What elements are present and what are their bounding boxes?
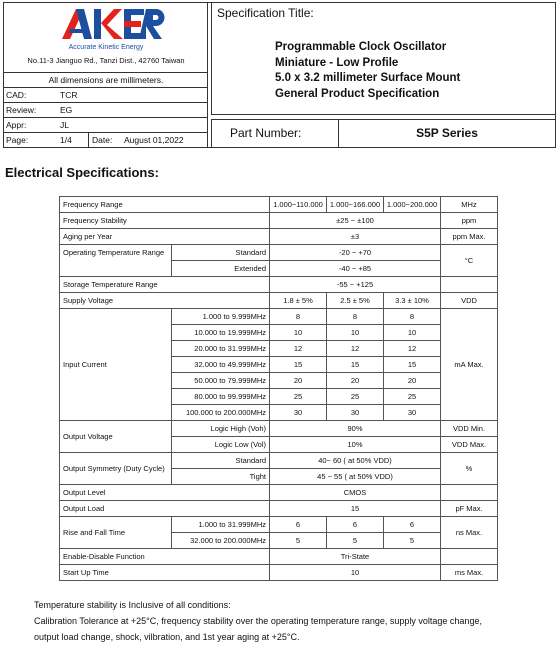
cad-row bbox=[4, 87, 208, 102]
company-logo-area bbox=[4, 3, 208, 72]
unit-cell: VDD bbox=[441, 293, 498, 309]
note-line: output load change, shock, vilbration, and 1st year aging at +25°C. bbox=[34, 632, 300, 642]
table-row bbox=[60, 213, 498, 229]
table-cell: 6 bbox=[327, 517, 384, 533]
electrical-spec-table bbox=[59, 196, 498, 581]
spec-title-line: General Product Specification bbox=[275, 87, 440, 100]
table-cell: 20 bbox=[270, 373, 327, 389]
review-label: Review: bbox=[6, 105, 37, 115]
freq-range-label: 100.000 to 200.000MHz bbox=[172, 405, 270, 421]
table-cell: 20 bbox=[327, 373, 384, 389]
table-cell: 10 bbox=[270, 325, 327, 341]
table-row bbox=[60, 197, 498, 213]
appr-row bbox=[4, 117, 208, 132]
table-row bbox=[60, 277, 498, 293]
date-value: August 01,2022 bbox=[124, 135, 184, 145]
param-label: Operating Temperature Range bbox=[60, 245, 172, 277]
table-cell: 5 bbox=[270, 533, 327, 549]
unit-cell: ms Max. bbox=[441, 565, 498, 581]
condition-label: Standard bbox=[172, 453, 270, 469]
table-row bbox=[60, 293, 498, 309]
param-label: Frequency Stability bbox=[60, 213, 270, 229]
spec-title-label: Specification Title: bbox=[217, 6, 314, 20]
unit-cell: ppm Max. bbox=[441, 229, 498, 245]
part-number-value: S5P Series bbox=[416, 126, 478, 140]
condition-label: Logic High (Voh) bbox=[172, 421, 270, 437]
table-cell: 10 bbox=[270, 565, 441, 581]
freq-range-label: 32.000 to 200.000MHz bbox=[172, 533, 270, 549]
spec-title-box bbox=[211, 3, 555, 115]
document-header bbox=[3, 2, 556, 148]
param-label: Output Voltage bbox=[60, 421, 172, 453]
header-info-block bbox=[4, 3, 208, 147]
table-row bbox=[60, 501, 498, 517]
table-row bbox=[60, 565, 498, 581]
condition-label: Standard bbox=[172, 245, 270, 261]
table-cell: 45 ~ 55 ( at 50% VDD) bbox=[270, 469, 441, 485]
table-cell: 10% bbox=[270, 437, 441, 453]
review-value: EG bbox=[60, 105, 73, 115]
stability-notes bbox=[34, 597, 482, 645]
table-cell: 6 bbox=[384, 517, 441, 533]
table-cell: 12 bbox=[327, 341, 384, 357]
unit-cell bbox=[441, 549, 498, 565]
table-cell: -20 ~ +70 bbox=[270, 245, 441, 261]
unit-cell bbox=[441, 485, 498, 501]
table-cell: 90% bbox=[270, 421, 441, 437]
table-cell: 8 bbox=[384, 309, 441, 325]
table-cell: 3.3 ± 10% bbox=[384, 293, 441, 309]
param-label: Enable-Disable Function bbox=[60, 549, 270, 565]
param-label: Supply Voltage bbox=[60, 293, 270, 309]
table-cell: 2.5 ± 5% bbox=[327, 293, 384, 309]
table-cell: Tri-State bbox=[270, 549, 441, 565]
unit-cell: °C bbox=[441, 245, 498, 277]
table-row bbox=[60, 453, 498, 469]
table-cell: 5 bbox=[384, 533, 441, 549]
unit-cell: % bbox=[441, 453, 498, 485]
table-cell: 1.000~200.000 bbox=[384, 197, 441, 213]
unit-cell: VDD Max. bbox=[441, 437, 498, 453]
table-cell: 30 bbox=[270, 405, 327, 421]
table-row bbox=[60, 517, 498, 533]
table-cell: 15 bbox=[270, 357, 327, 373]
table-cell: 20 bbox=[384, 373, 441, 389]
review-row bbox=[4, 102, 208, 117]
table-cell: 12 bbox=[384, 341, 441, 357]
unit-cell: MHz bbox=[441, 197, 498, 213]
freq-range-label: 10.000 to 19.999MHz bbox=[172, 325, 270, 341]
note-line: Temperature stability is Inclusive of all conditions: bbox=[34, 600, 231, 610]
table-cell: 25 bbox=[327, 389, 384, 405]
param-label: Output Symmetry (Duty Cycle) bbox=[60, 453, 172, 485]
table-cell: 15 bbox=[327, 357, 384, 373]
table-cell: ±25 ~ ±100 bbox=[270, 213, 441, 229]
part-number-box bbox=[211, 119, 555, 147]
table-cell: 10 bbox=[384, 325, 441, 341]
freq-range-label: 20.000 to 31.999MHz bbox=[172, 341, 270, 357]
table-row bbox=[60, 229, 498, 245]
table-cell: 15 bbox=[270, 501, 441, 517]
unit-cell bbox=[441, 277, 498, 293]
freq-range-label: 50.000 to 79.999MHz bbox=[172, 373, 270, 389]
table-cell: 15 bbox=[384, 357, 441, 373]
company-tagline: Accurate Kinetic Energy bbox=[68, 44, 144, 51]
table-cell: 12 bbox=[270, 341, 327, 357]
table-cell: 8 bbox=[270, 309, 327, 325]
section-title: Electrical Specifications: bbox=[5, 165, 159, 180]
appr-label: Appr: bbox=[6, 120, 27, 130]
unit-cell: mA Max. bbox=[441, 309, 498, 421]
table-cell: 1.000~166.000 bbox=[327, 197, 384, 213]
table-cell: -40 ~ +85 bbox=[270, 261, 441, 277]
date-label: Date: bbox=[92, 135, 113, 145]
table-cell: 40~ 60 ( at 50% VDD) bbox=[270, 453, 441, 469]
param-label: Output Level bbox=[60, 485, 270, 501]
part-number-label: Part Number: bbox=[230, 126, 302, 140]
freq-range-label: 1.000 to 9.999MHz bbox=[172, 309, 270, 325]
param-label: Frequency Range bbox=[60, 197, 270, 213]
unit-cell: pF Max. bbox=[441, 501, 498, 517]
table-cell: CMOS bbox=[270, 485, 441, 501]
condition-label: Extended bbox=[172, 261, 270, 277]
spec-title-line: 5.0 x 3.2 millimeter Surface Mount bbox=[275, 72, 461, 84]
row-divider bbox=[88, 133, 89, 147]
dimensions-note: All dimensions are millimeters. bbox=[4, 72, 208, 87]
param-label: Rise and Fall Time bbox=[60, 517, 172, 549]
page-date-row bbox=[4, 132, 208, 147]
condition-label: Tight bbox=[172, 469, 270, 485]
table-cell: 25 bbox=[270, 389, 327, 405]
table-cell: 30 bbox=[384, 405, 441, 421]
cad-value: TCR bbox=[60, 90, 78, 100]
table-cell: 1.8 ± 5% bbox=[270, 293, 327, 309]
table-cell: 1.000~110.000 bbox=[270, 197, 327, 213]
table-row bbox=[60, 309, 498, 325]
spec-title-line: Programmable Clock Oscillator bbox=[275, 41, 447, 53]
freq-range-label: 1.000 to 31.999MHz bbox=[172, 517, 270, 533]
table-cell: ±3 bbox=[270, 229, 441, 245]
page-value: 1/4 bbox=[60, 135, 72, 145]
spec-title bbox=[275, 40, 460, 102]
param-label: Aging per Year bbox=[60, 229, 270, 245]
freq-range-label: 32.000 to 49.999MHz bbox=[172, 357, 270, 373]
page-label: Page: bbox=[6, 135, 29, 145]
note-line: Calibration Tolerance at +25°C, frequency stability over the operating temperature range, supply voltage change, bbox=[34, 616, 482, 626]
title-block bbox=[211, 3, 555, 147]
param-label: Output Load bbox=[60, 501, 270, 517]
table-row bbox=[60, 549, 498, 565]
table-cell: 30 bbox=[327, 405, 384, 421]
param-label: Start Up Time bbox=[60, 565, 270, 581]
table-cell: -55 ~ +125 bbox=[270, 277, 441, 293]
company-address: No.11-3 Jianguo Rd., Tanzi Dist., 42760 Taiwan bbox=[27, 56, 185, 65]
spec-title-line: Miniature - Low Profile bbox=[275, 56, 399, 69]
unit-cell: VDD Min. bbox=[441, 421, 498, 437]
table-cell: 8 bbox=[327, 309, 384, 325]
cad-label: CAD: bbox=[6, 90, 27, 100]
unit-cell: ppm bbox=[441, 213, 498, 229]
table-row bbox=[60, 245, 498, 261]
appr-value: JL bbox=[60, 120, 69, 130]
table-cell: 6 bbox=[270, 517, 327, 533]
condition-label: Logic Low (Vol) bbox=[172, 437, 270, 453]
unit-cell: ns Max. bbox=[441, 517, 498, 549]
table-row bbox=[60, 485, 498, 501]
table-cell: 5 bbox=[327, 533, 384, 549]
freq-range-label: 80.000 to 99.999MHz bbox=[172, 389, 270, 405]
table-cell: 10 bbox=[327, 325, 384, 341]
aker-logo bbox=[4, 7, 208, 41]
param-label: Storage Temperature Range bbox=[60, 277, 270, 293]
param-label: Input Current bbox=[60, 309, 172, 421]
table-row bbox=[60, 421, 498, 437]
table-cell: 25 bbox=[384, 389, 441, 405]
